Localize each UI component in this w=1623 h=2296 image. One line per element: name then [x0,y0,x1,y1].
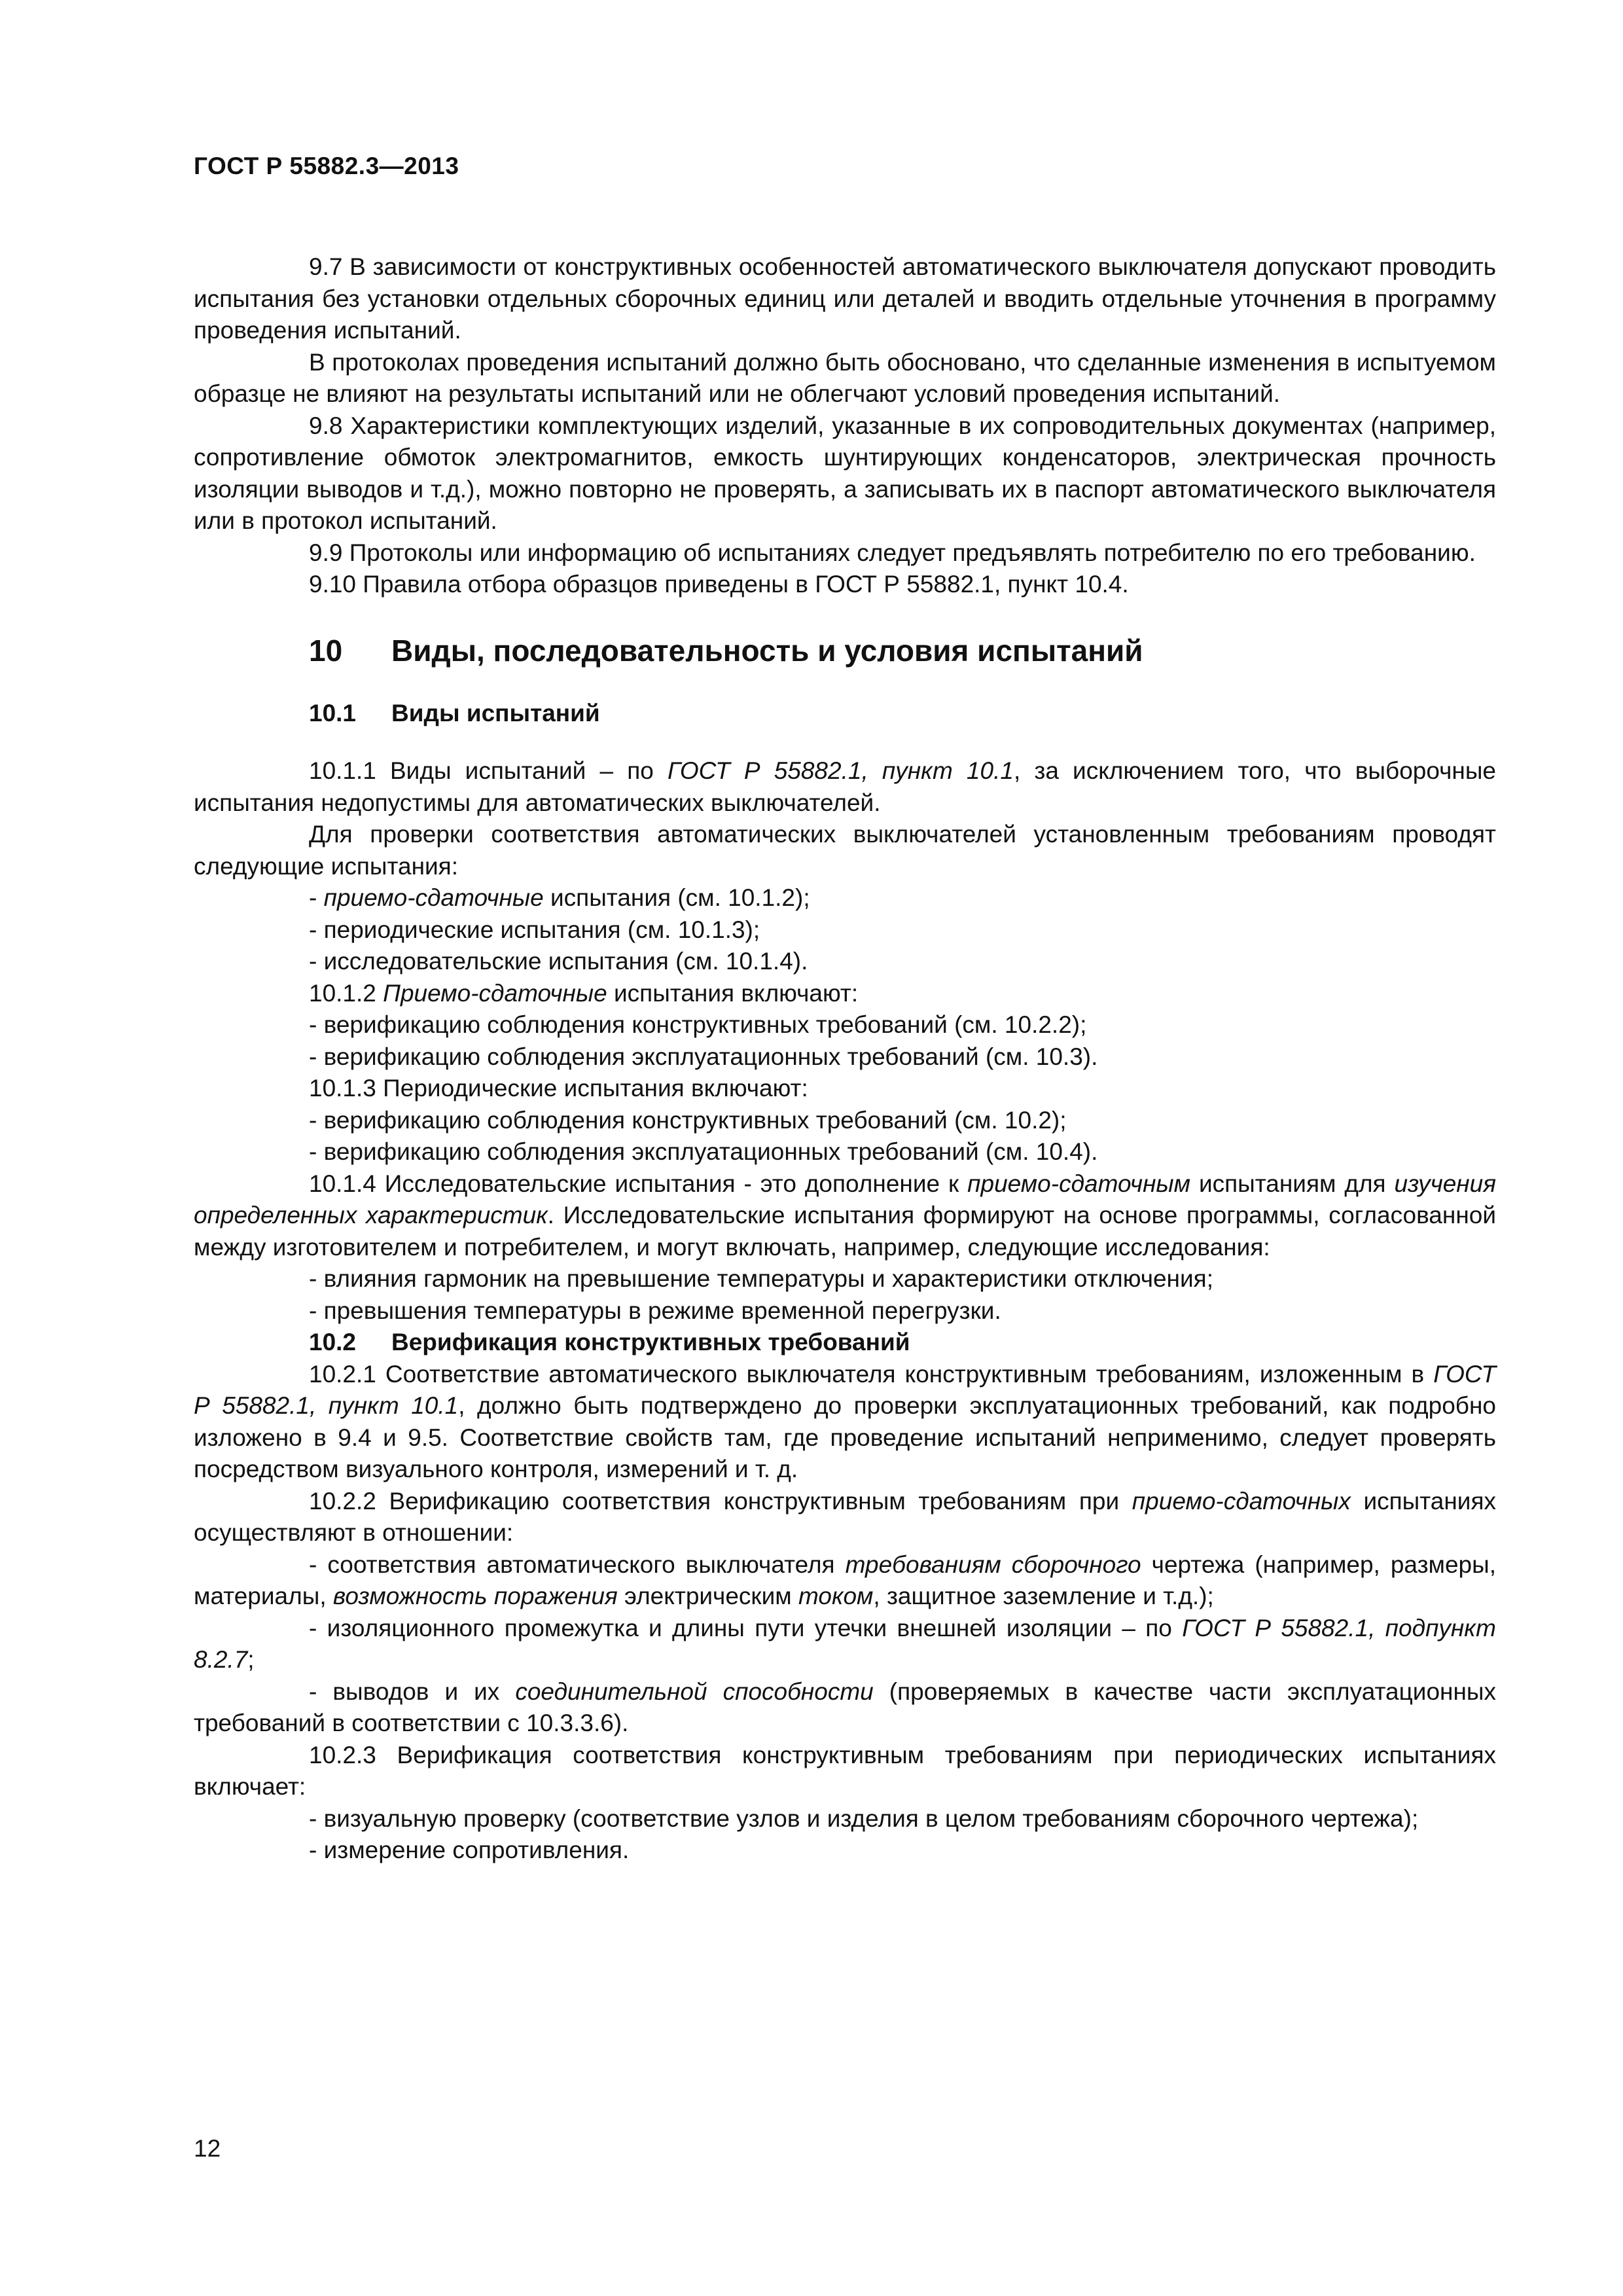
paragraph-9-7-protocols: В протоколах проведения испытаний должно быть обосновано, что сделанные изменения в испытуемом образце не влияют на результаты испытаний или не облегчают условий проведения испытаний. [194,348,1496,407]
emphasis-text: током [798,1583,874,1609]
text-run: - выводов и их [309,1677,516,1705]
text-run: - соответствия автоматического выключателя [309,1551,846,1578]
paragraph-10-1-3: 10.1.3 Периодические испытания включают: [309,1075,808,1102]
list-item-terminals [194,1676,1496,1740]
list-item-acceptance-tests [194,882,1496,914]
paragraph-10-1-2 [194,978,1496,1010]
section-10-2-title: Верификация конструктивных требований [391,1329,910,1355]
list-item-insulation-gap [194,1613,1496,1676]
emphasis-text: изучения определенных характеристик [194,1170,1496,1229]
paragraph-9-9: 9.9 Протоколы или информацию об испытаниях следует предъявлять потребителю по его требованию. [309,539,1476,566]
text-run: испытания (см. 10.1.2); [543,884,810,911]
paragraph-test-types-intro: Для проверки соответствия автоматических выключателей установленным требованиям проводят следующие испытания: [194,821,1496,880]
paragraph-10-1-4 [194,1168,1496,1264]
paragraph-9-7: 9.7 В зависимости от конструктивных особенностей автоматического выключателя допускают проводить испытания без установки отдельных сборочных единиц или деталей и вводить отдельные уточнения в программу проведения испытаний. [194,253,1496,344]
section-10-heading [194,631,1496,670]
list-item-visual-check: - визуальную проверку (соответствие узлов и изделия в целом требованиям сборочного чертежа); [309,1804,1419,1832]
list-item: - превышения температуры в режиме временной перегрузки. [309,1297,1001,1324]
text-run: . Исследовательские испытания формируют на основе программы, согласованной между изготовителем и потребителем, и могут включать, например, следующие исследования: [194,1202,1496,1261]
text-run: испытаниям для [1190,1170,1395,1197]
text-run: 10.2.2 Верификацию соответствия конструктивным требованиям при [309,1487,1132,1515]
list-item: - верификацию соблюдения конструктивных требований (см. 10.2); [309,1106,1067,1134]
document-code-header: ГОСТ Р 55882.3—2013 [194,152,459,179]
text-run: 10.2.1 Соответствие автоматического выключателя конструктивным требованиям, изложенным в [309,1360,1434,1388]
section-10-1-title: Виды испытаний [391,699,600,726]
emphasis-text: Приемо-сдаточные [383,979,607,1007]
emphasis-text: приемо-сдаточные [323,884,544,911]
text-run: испытания включают: [607,979,859,1007]
page-content [194,251,1496,1867]
text-run: электрическим [617,1583,798,1609]
page-number: 12 [194,2135,221,2162]
section-10-1-heading [194,698,1496,730]
text-run: ; [247,1646,255,1673]
text-run: испытаниях осуществляют в отношении: [194,1487,1497,1546]
paragraph-9-10: 9.10 Правила отбора образцов приведены в ГОСТ Р 55882.1, пункт 10.4. [309,571,1129,598]
paragraph-10-2-3: 10.2.3 Верификация соответствия конструктивным требованиям при периодических испытаниях включает: [194,1741,1496,1800]
emphasis-text: приемо-сдаточных [1132,1487,1351,1515]
paragraph-10-2-1 [194,1359,1496,1486]
emphasis-text: возможность поражения [332,1583,618,1609]
text-run: 10.1.2 [309,979,383,1007]
section-10-2-number: 10.2 [309,1329,357,1355]
list-item-resistance-measurement: - измерение сопротивления. [309,1837,630,1863]
text-run: 10.1.4 Исследовательские испытания - это дополнение к [309,1170,968,1197]
text-run: , защитное заземление и т.д.); [873,1583,1214,1609]
list-item: - верификацию соблюдения эксплуатационных требований (см. 10.4). [309,1138,1098,1165]
standard-reference: ГОСТ Р 55882.1, пункт 10.1 [194,1360,1496,1419]
emphasis-text: приемо-сдаточным [967,1170,1191,1197]
text-run: , должно быть подтверждено до проверки эксплуатационных требований, как подробно изложено в 9.4 и 9.5. Соответствие свойств там, где проведение испытаний неприменимо, следует проверять посредством визуального контроля, измерений и т. д. [194,1392,1496,1482]
list-item-periodic-tests: - периодические испытания (см. 10.1.3); [309,916,760,943]
list-item-drawing-compliance [194,1549,1496,1613]
standard-reference: ГОСТ Р 55882.1, подпункт 8.2.7 [194,1614,1496,1673]
paragraph-10-1-1 [194,755,1496,819]
list-item-research-tests: - исследовательские испытания (см. 10.1.4). [309,948,808,975]
text-run: , за исключением того, что выборочные испытания недопустимы для автоматических выключателей. [194,757,1496,816]
text-run: (проверяемых в качестве части эксплуатационных требований в соответствии с 10.3.3.6). [194,1677,1497,1736]
text-run: - [309,884,324,911]
emphasis-text: требованиям сборочного [845,1551,1141,1578]
standard-reference: ГОСТ Р 55882.1, пункт 10.1 [667,757,1014,784]
text-run: чертежа (например, размеры, материалы, [194,1551,1497,1609]
emphasis-text: соединительной способности [515,1677,874,1705]
paragraph-9-8: 9.8 Характеристики комплектующих изделий, указанные в их сопроводительных документах (например, сопротивление обмоток электромагнитов, емкость шунтирующих конденсаторов, электрическая прочность изоляции выводов и т.д.), можно повторно не проверять, а записывать их в паспорт автоматического выключателя или в протокол испытаний. [194,412,1496,534]
list-item: - влияния гармоник на превышение температуры и характеристики отключения; [309,1265,1213,1292]
list-item: - верификацию соблюдения конструктивных требований (см. 10.2.2); [309,1011,1087,1038]
text-run: 10.1.1 Виды испытаний – по [309,757,668,784]
text-run: - изоляционного промежутка и длины пути утечки внешней изоляции – по [309,1614,1183,1641]
section-10-number: 10 [309,633,343,668]
paragraph-10-2-2 [194,1486,1496,1549]
section-10-title: Виды, последовательность и условия испытаний [391,633,1143,668]
section-10-1-number: 10.1 [309,699,357,726]
list-item: - верификацию соблюдения эксплуатационных требований (см. 10.3). [309,1043,1098,1070]
section-10-2-heading [194,1327,1496,1359]
